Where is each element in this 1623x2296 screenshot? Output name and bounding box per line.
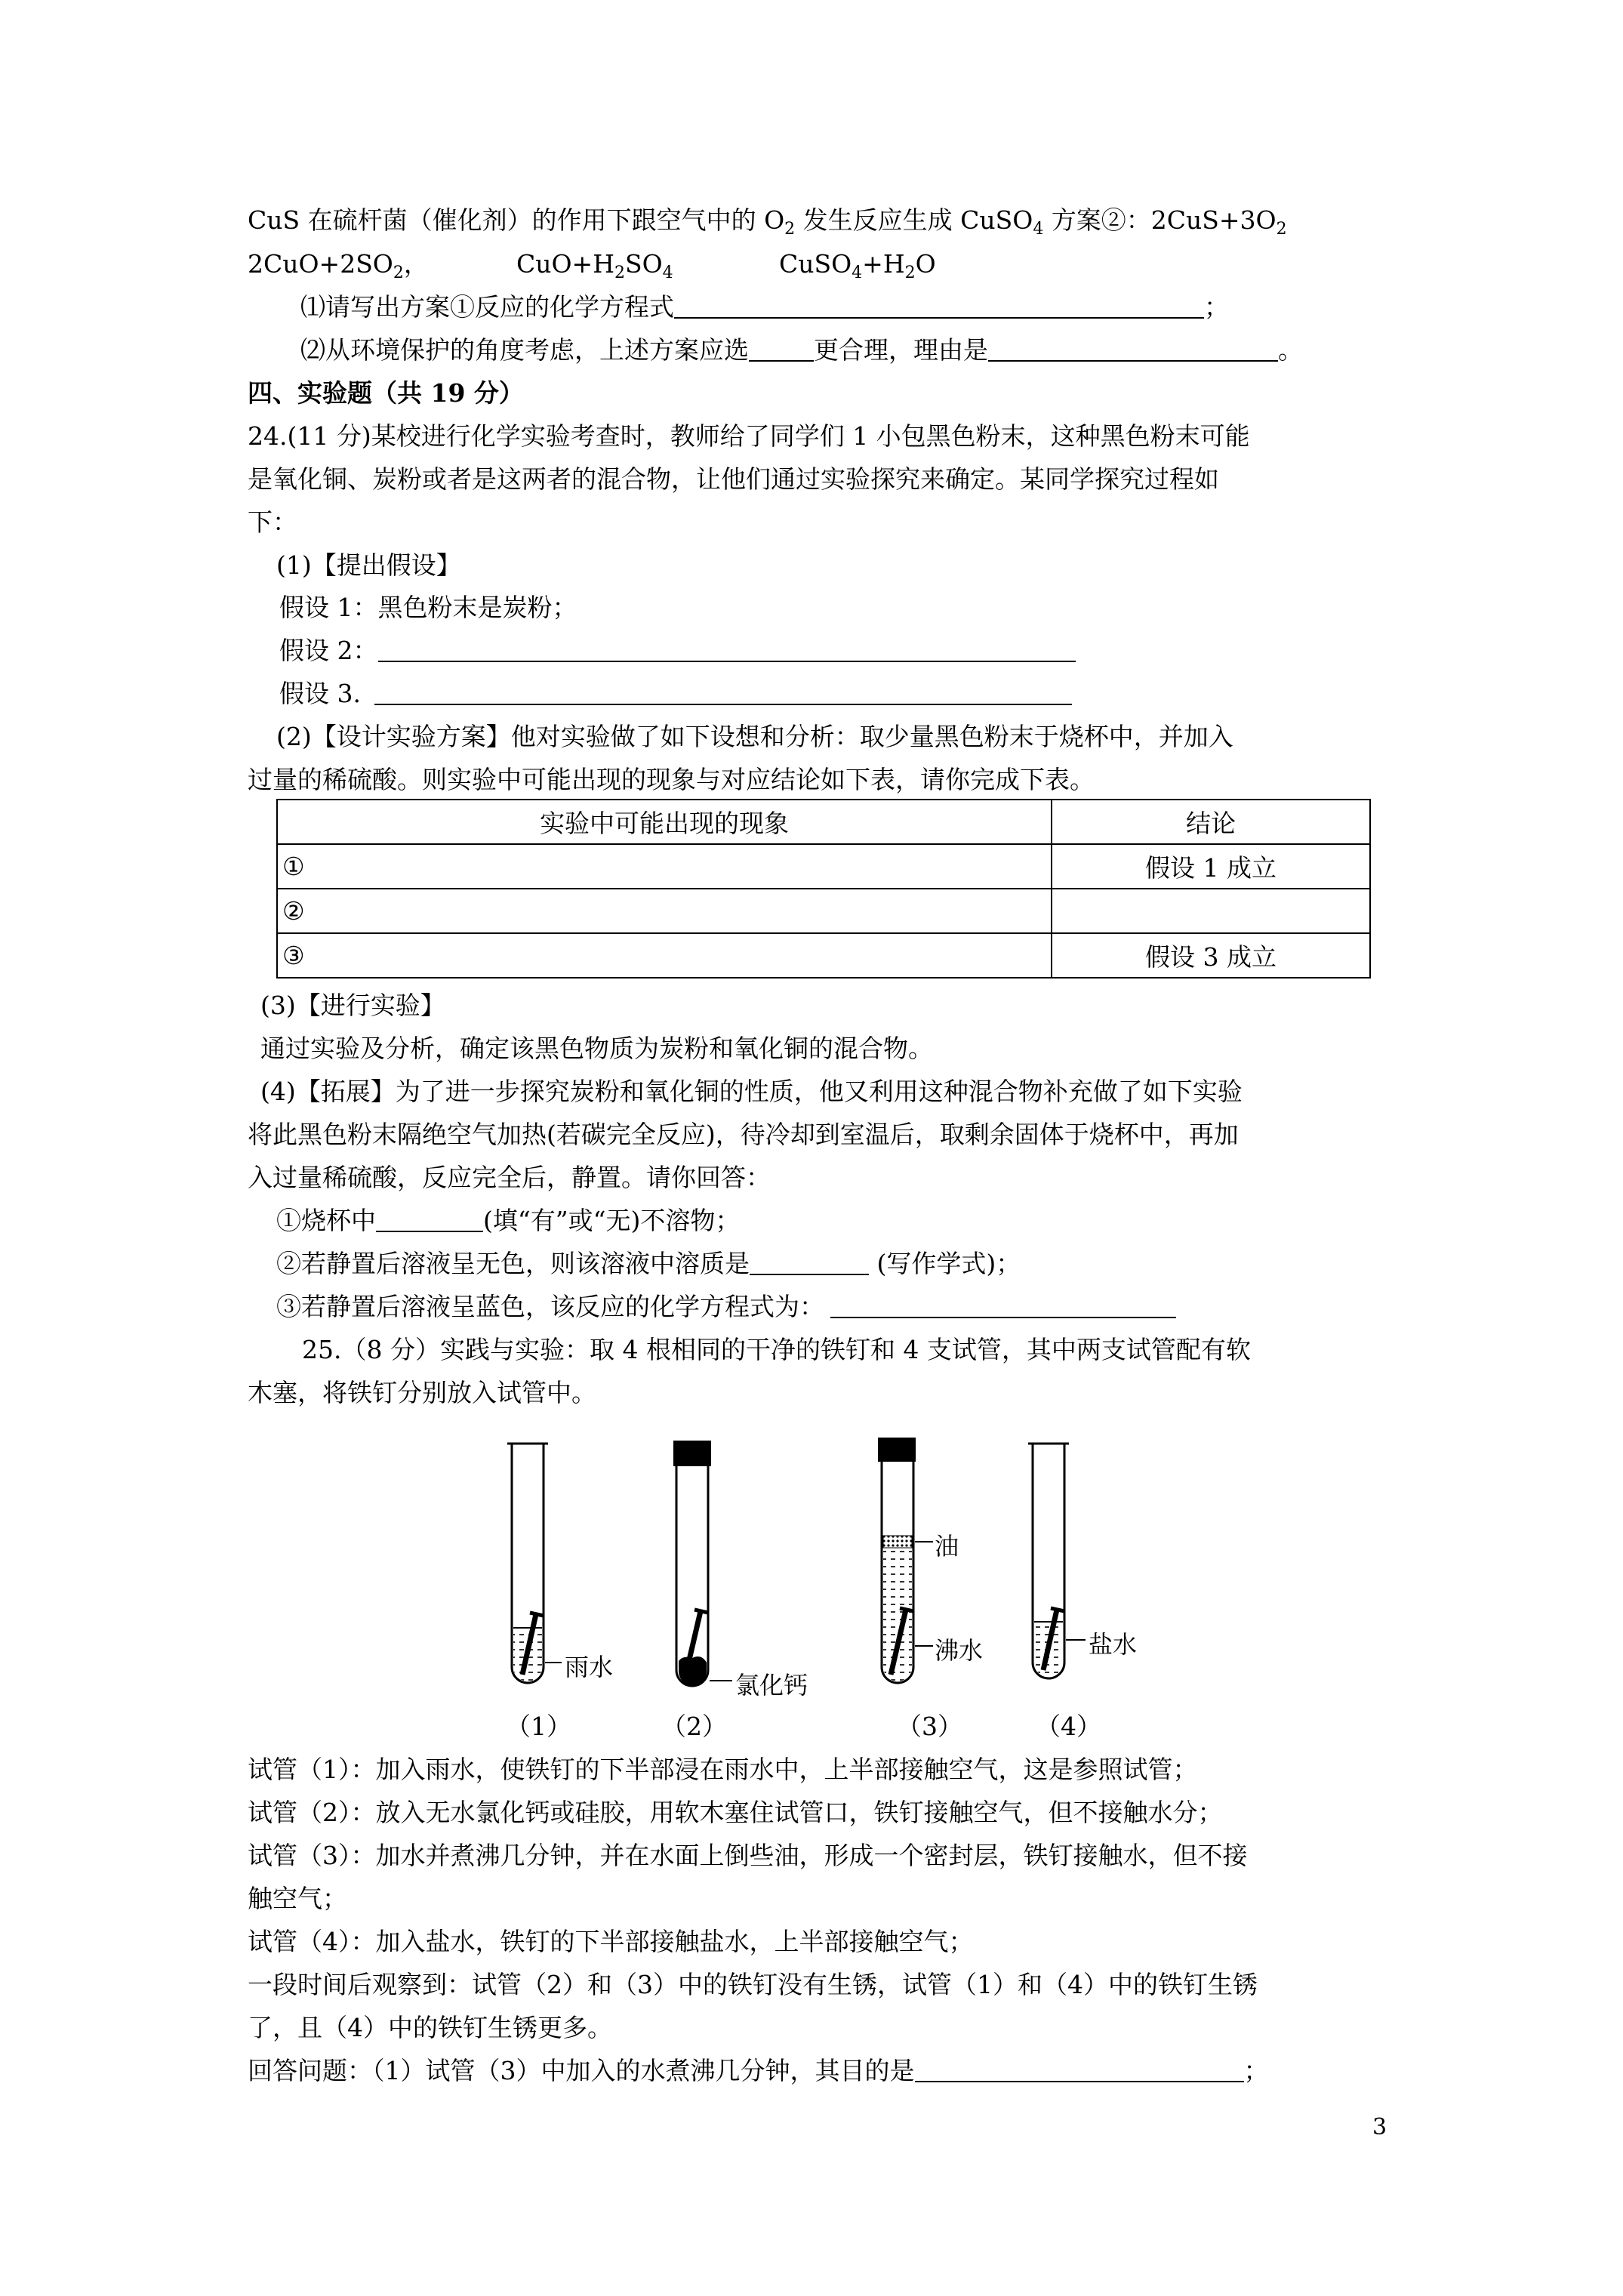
table-cell[interactable]: ③ [277, 933, 1052, 978]
observation-line-2: 了，且（4）中的铁钉生锈更多。 [248, 2013, 612, 2042]
figure-caption-1: （1） [506, 1712, 571, 1741]
conduct-text: 通过实验及分析，确定该黑色物质为炭粉和氧化铜的混合物。 [260, 1034, 933, 1063]
table-cell[interactable] [1052, 889, 1370, 933]
label-rain-water: 雨水 [565, 1653, 614, 1681]
q25-line-1: 25.（8 分）实践与实验：取 4 根相同的干净的铁钉和 4 支试管，其中两支试管配有软 [302, 1335, 1251, 1364]
extension-text: 为了进一步探究炭粉和氧化铜的性质，他又利用这种混合物补充做了如下实验 [395, 1077, 1243, 1106]
text-segment: 方案②：2CuS+3O [1043, 205, 1277, 235]
table-cell: 假设 3 成立 [1052, 933, 1370, 978]
hypothesis-title-text: (1)【提出假设】 [276, 550, 461, 580]
subscript: 2 [784, 220, 796, 239]
figure-caption-2: （2） [661, 1712, 727, 1741]
table-cell[interactable]: ① [277, 844, 1052, 889]
subscript: 4 [662, 264, 673, 282]
answer-blank[interactable] [376, 1205, 483, 1232]
answer-label: ③若静置后溶液呈蓝色，该反应的化学方程式为： [276, 1292, 824, 1321]
answer-blank[interactable] [374, 678, 1072, 705]
question-text: ⑵从环境保护的角度考虑，上述方案应选 [300, 335, 749, 365]
answer-label: ②若静置后溶液呈无色，则该溶液中溶质是 [276, 1249, 750, 1278]
tube-3-description-line-1: 试管（3）：加水并煮沸几分钟，并在水面上倒些油，形成一个密封层，铁钉接触水，但不接 [248, 1841, 1248, 1870]
page-number: 3 [1372, 2114, 1387, 2140]
answer-blank[interactable] [915, 2055, 1244, 2082]
answer-label: 回答问题：（1）试管（3）中加入的水煮沸几分钟，其目的是 [248, 2056, 915, 2085]
table-cell: 假设 1 成立 [1052, 844, 1370, 889]
table-row [277, 933, 1370, 978]
label-calcium-chloride: 氯化钙 [735, 1671, 808, 1700]
hypothesis-2 [279, 634, 1076, 667]
question-text: ⑴请写出方案①反应的化学方程式 [300, 292, 674, 322]
q24-line-1: 24.(11 分)某校进行化学实验考查时，教师给了同学们 1 小包黑色粉末，这种黑色粉末可能 [248, 421, 1250, 451]
table-cell[interactable]: ② [277, 889, 1052, 933]
experiment-table [276, 799, 1371, 978]
text-segment: 2CuO+2SO [248, 249, 393, 279]
subscript: 4 [1033, 220, 1044, 239]
label-boiled-water: 沸水 [935, 1636, 984, 1665]
tube-2-description: 试管（2）：放入无水氯化钙或硅胶，用软木塞住试管口，铁钉接触空气，但不接触水分； [248, 1798, 1223, 1827]
punctuation: ； [1204, 292, 1229, 322]
question-text: 更合理，理由是 [814, 335, 988, 365]
design-line-2: 过量的稀硫酸。则实验中可能出现的现象与对应结论如下表，请你完成下表。 [248, 765, 1095, 794]
subscript: 2 [393, 264, 404, 282]
extension-title: (4)【拓展】 [260, 1077, 396, 1106]
answer-line-1 [276, 1204, 740, 1237]
extension-line-3: 入过量稀硫酸，反应完全后，静置。请你回答： [248, 1163, 771, 1192]
test-tube-3 [878, 1438, 933, 1683]
equation-intro-line [248, 204, 1287, 246]
table-header-row [277, 800, 1370, 844]
q25-line-2: 木塞，将铁钉分别放入试管中。 [248, 1378, 596, 1407]
conduct-title: (3)【进行实验】 [260, 991, 445, 1020]
q24-line-2: 是氧化铜、炭粉或者是这两者的混合物，让他们通过实验探究来确定。某同学探究过程如 [248, 464, 1219, 494]
q24-line-3: 下： [248, 507, 297, 537]
test-tube-2 [673, 1441, 732, 1686]
figure-caption-3: （3） [897, 1712, 962, 1741]
hypothesis-label: 假设 2： [279, 636, 378, 665]
question-1-line [300, 291, 1229, 324]
equation-line [248, 248, 429, 290]
table-header: 实验中可能出现的现象 [277, 800, 1052, 844]
answer-blank[interactable] [378, 635, 1076, 662]
design-line-1 [276, 720, 1233, 754]
table-row [277, 889, 1370, 933]
question-2-line [300, 334, 1303, 367]
answer-blank[interactable] [749, 334, 814, 362]
answer-line-2 [276, 1247, 1021, 1281]
label-salt-water: 盐水 [1089, 1630, 1138, 1659]
subscript: 2 [1276, 220, 1287, 239]
punctuation: 。 [1278, 335, 1303, 365]
test-tube-1 [507, 1444, 562, 1683]
answer-blank[interactable] [674, 291, 1204, 319]
subscript: 2 [614, 264, 625, 282]
answer-label: (填“有”或“无)不溶物； [483, 1206, 741, 1235]
text-segment: CuSO [779, 249, 852, 279]
calcium-chloride-icon [679, 1657, 707, 1686]
text-segment: SO [625, 249, 663, 279]
equation-line-2 [516, 248, 673, 290]
extension-line-1 [260, 1075, 1243, 1108]
section-heading: 四、实验题（共 19 分） [248, 378, 524, 408]
answer-blank[interactable] [830, 1291, 1176, 1318]
answer-blank[interactable] [750, 1248, 869, 1275]
observation-line-1: 一段时间后观察到：试管（2）和（3）中的铁钉没有生锈，试管（1）和（4）中的铁钉生锈 [248, 1970, 1258, 1999]
equation-line-3 [779, 248, 936, 290]
text-segment: 发生反应生成 CuSO [795, 205, 1033, 235]
punctuation: ； [1243, 2056, 1269, 2085]
tube-1-description: 试管（1）：加入雨水，使铁钉的下半部浸在雨水中，上半部接触空气，这是参照试管； [248, 1755, 1198, 1784]
design-text: 他对实验做了如下设想和分析：取少量黑色粉末于烧杯中，并加入 [510, 722, 1233, 751]
answer-line-3 [276, 1290, 1176, 1324]
test-tube-4 [1028, 1444, 1086, 1678]
subscript: 4 [852, 264, 863, 282]
extension-line-2: 将此黑色粉末隔绝空气加热(若碳完全反应)，待冷却到室温后，取剩余固体于烧杯中，再加 [248, 1120, 1239, 1149]
hypothesis-1: 假设 1：黑色粉末是炭粉； [279, 593, 577, 622]
answer-blank[interactable] [988, 334, 1278, 362]
answer-label: (写作学式)； [869, 1249, 1021, 1278]
figure-caption-4: （4） [1036, 1712, 1101, 1741]
text-segment: ， [403, 249, 429, 279]
design-title: (2)【设计实验方案】 [276, 722, 511, 751]
hypothesis-label: 假设 3. [279, 679, 361, 708]
answer-question-line [248, 2054, 1269, 2088]
subscript: 2 [904, 264, 916, 282]
hypothesis-title [276, 549, 461, 582]
text-segment: O [915, 249, 936, 279]
hypothesis-3 [279, 677, 1072, 710]
table-row [277, 844, 1370, 889]
text-segment: +H [862, 249, 905, 279]
text-segment: CuS 在硫杆菌（催化剂）的作用下跟空气中的 O [248, 205, 785, 235]
tube-3-description-line-2: 触空气； [248, 1884, 347, 1913]
text-segment: CuO+H [516, 249, 614, 279]
table-header: 结论 [1052, 800, 1370, 844]
answer-label: ①烧杯中 [276, 1206, 376, 1235]
tube-4-description: 试管（4）：加入盐水，铁钉的下半部接触盐水，上半部接触空气； [248, 1927, 974, 1956]
test-tube-figure [483, 1435, 1147, 1752]
label-oil: 油 [935, 1532, 959, 1561]
